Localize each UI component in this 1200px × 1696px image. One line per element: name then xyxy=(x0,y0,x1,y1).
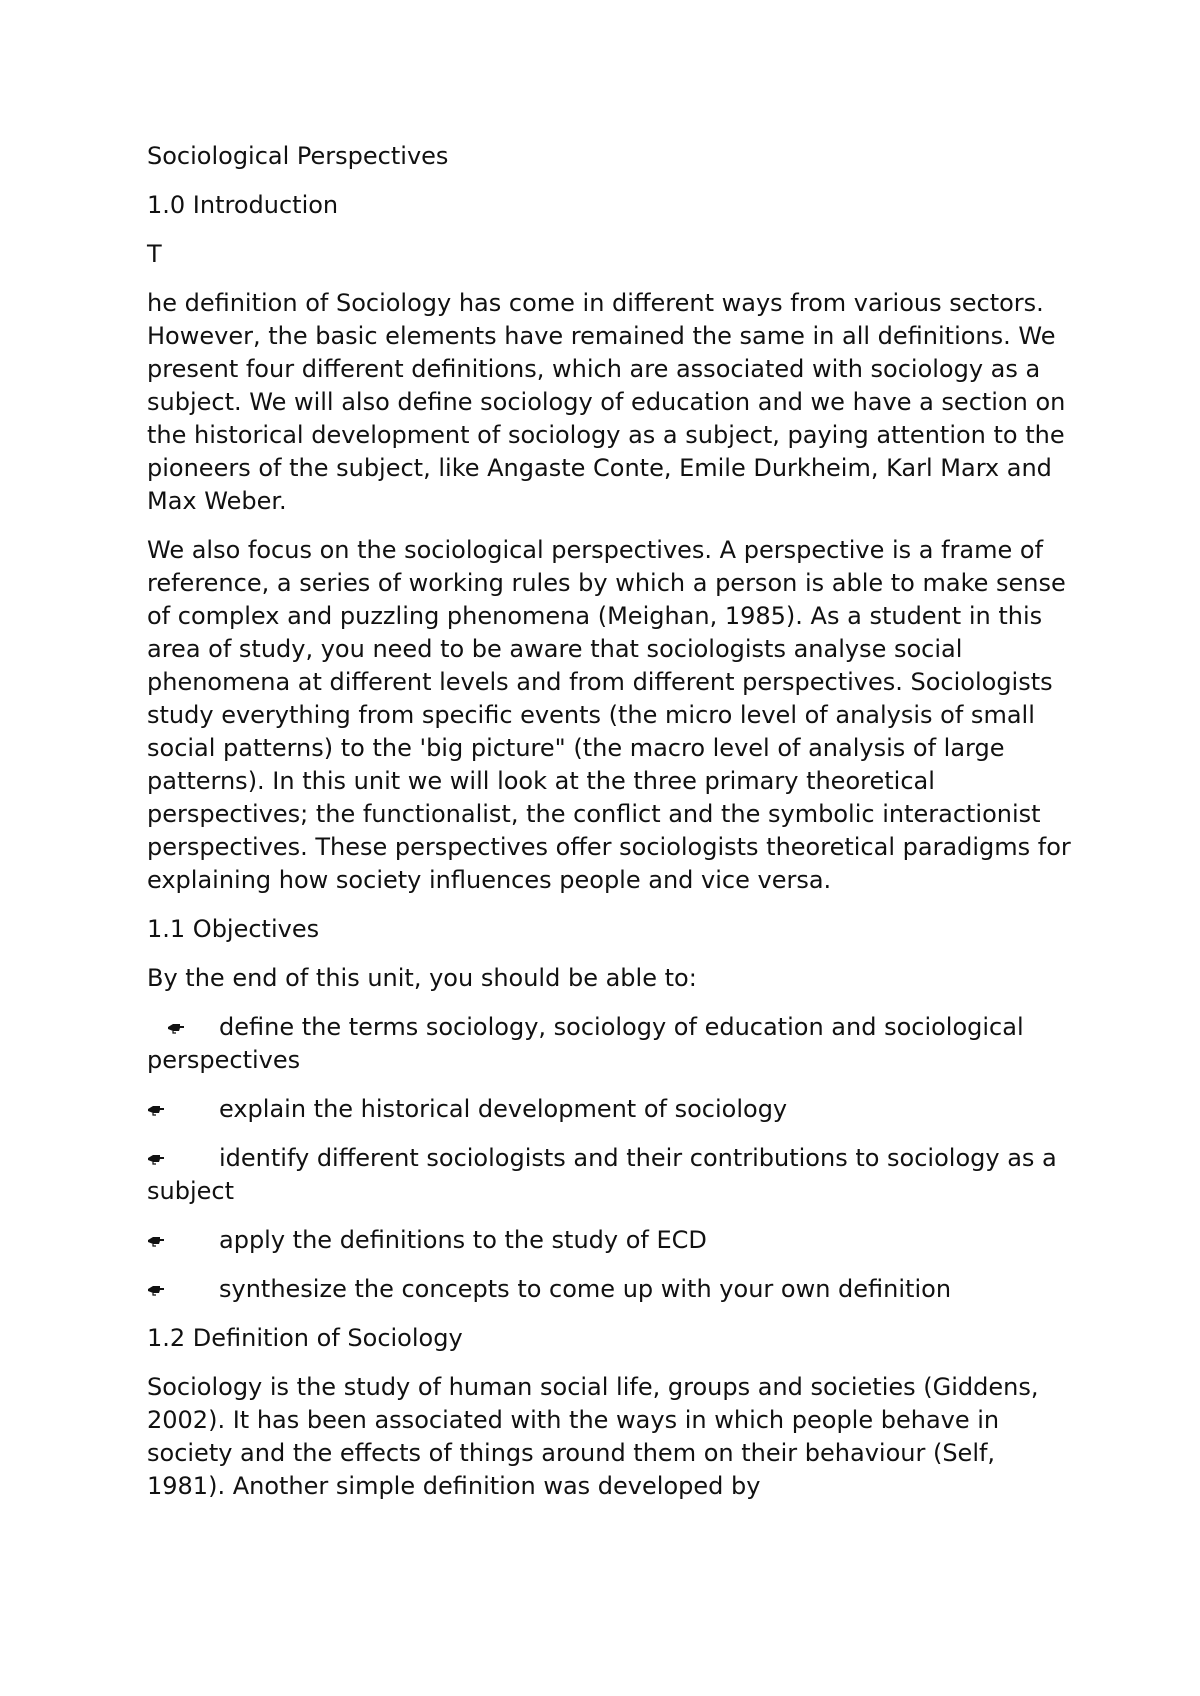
section-heading-introduction: 1.0 Introduction xyxy=(147,191,339,219)
objective-text: define the terms sociology, sociology of education and sociological perspectives xyxy=(147,1013,1024,1074)
drop-letter: T xyxy=(147,240,162,268)
definition-paragraph-1: Sociology is the study of human social life, groups and societies (Giddens, 2002). It has been associated with the ways in which people behave in society and the effects of things around them on their behaviour (Self, 1981). Another simple definition was developed by xyxy=(147,1373,1039,1500)
objective-text: explain the historical development of sociology xyxy=(219,1095,788,1123)
intro-paragraph-1: he definition of Sociology has come in different ways from various sectors. However, the basic elements have remained the same in all definitions. We present four different definitions, which are associated with sociology as a subject. We will also define sociology of education and we have a section on the historical development of sociology as a subject, paying attention to the pioneers of the subject, like Angaste Conte, Emile Durkheim, Karl Marx and Max Weber. xyxy=(147,289,1066,515)
pointing-hand-icon xyxy=(147,1226,219,1259)
objective-item xyxy=(147,1273,1077,1306)
objective-text: apply the definitions to the study of ECD xyxy=(219,1226,707,1254)
objective-item xyxy=(147,1011,1077,1077)
section-heading-definition: 1.2 Definition of Sociology xyxy=(147,1324,463,1352)
pointing-hand-icon xyxy=(147,1095,219,1128)
objective-text: synthesize the concepts to come up with your own definition xyxy=(219,1275,952,1303)
document-title: Sociological Perspectives xyxy=(147,142,449,170)
objective-text: identify different sociologists and their contributions to sociology as a subject xyxy=(147,1144,1057,1205)
section-heading-objectives: 1.1 Objectives xyxy=(147,915,320,943)
objective-item xyxy=(147,1224,1077,1257)
pointing-hand-icon xyxy=(147,1013,219,1046)
intro-paragraph-2: We also focus on the sociological perspectives. A perspective is a frame of reference, a series of working rules by which a person is able to make sense of complex and puzzling phenomena (Meighan, 1985). As a student in this area of study, you need to be aware that sociologists analyse social phenomena at different levels and from different perspectives. Sociologists study everything from specific events (the micro level of analysis of small social patterns) to the 'big picture" (the macro level of analysis of large patterns). In this unit we will look at the three primary theoretical perspectives; the functionalist, the conflict and the symbolic interactionist perspectives. These perspectives offer sociologists theoretical paradigms for explaining how society influences people and vice versa. xyxy=(147,536,1071,894)
objectives-intro: By the end of this unit, you should be able to: xyxy=(147,964,697,992)
pointing-hand-icon xyxy=(147,1275,219,1308)
document-page xyxy=(147,140,1077,1519)
objective-item xyxy=(147,1142,1077,1208)
pointing-hand-icon xyxy=(147,1144,219,1177)
objective-item xyxy=(147,1093,1077,1126)
